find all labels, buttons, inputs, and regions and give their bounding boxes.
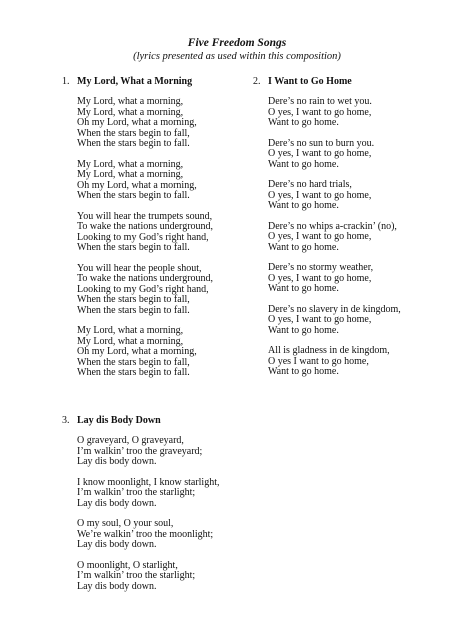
song-number: 1. xyxy=(62,76,70,87)
song-heading xyxy=(62,76,213,88)
stanza xyxy=(77,212,213,254)
lyric-line: Want to go home. xyxy=(268,283,339,294)
page-subtitle: (lyrics presented as used within this composition) xyxy=(133,51,341,62)
song-lyrics xyxy=(77,436,220,592)
lyric-line: Want to go home. xyxy=(268,324,339,336)
song-title: Lay dis Body Down xyxy=(77,415,161,426)
song-title: My Lord, What a Morning xyxy=(77,76,193,87)
page-title: Five Freedom Songs xyxy=(187,37,287,49)
lyric-line: When the stars begin to fall. xyxy=(77,190,190,201)
stanza xyxy=(268,97,401,129)
stanza xyxy=(268,305,401,337)
lyric-line: Want to go home. xyxy=(268,158,339,170)
lyric-line: Want to go home. xyxy=(268,200,339,211)
stanza xyxy=(77,519,220,551)
lyric-line: My Lord, what a morning, xyxy=(77,169,184,180)
stanza xyxy=(268,139,401,171)
lyric-line: My Lord, what a morning, xyxy=(77,158,184,170)
lyric-line: When the stars begin to fall. xyxy=(77,138,190,149)
lyric-line: Want to go home. xyxy=(268,366,339,377)
lyric-line: O yes I want to go home, xyxy=(268,355,369,367)
lyric-line: O yes, I want to go home, xyxy=(268,314,372,325)
lyric-line: My Lord, what a morning, xyxy=(77,96,184,107)
stanza xyxy=(268,222,401,254)
lyric-line: Oh my Lord, what a morning, xyxy=(77,346,197,357)
stanza xyxy=(77,97,213,150)
lyric-line: You will hear the people shout, xyxy=(77,262,202,274)
lyric-line: When the stars begin to fall. xyxy=(77,242,190,253)
lyric-line: Oh my Lord, what a morning, xyxy=(77,117,197,128)
stanza xyxy=(268,346,401,378)
stanza xyxy=(77,436,220,468)
lyric-line: O yes, I want to go home, xyxy=(268,106,372,118)
song-section xyxy=(62,415,220,602)
lyric-line: Lay dis body down. xyxy=(77,580,157,592)
lyric-line: Lay dis body down. xyxy=(77,497,157,509)
song-number: 2. xyxy=(253,76,261,87)
lyric-line: Dere’s no rain to wet you. xyxy=(268,96,372,107)
lyric-line: Dere’s no slavery in de kingdom, xyxy=(268,303,401,315)
lyric-line: Lay dis body down. xyxy=(77,539,157,550)
stanza xyxy=(268,180,401,212)
stanza xyxy=(77,264,213,317)
lyric-line: O yes, I want to go home, xyxy=(268,189,372,201)
lyric-line: I’m walkin’ troo the graveyard; xyxy=(77,445,203,457)
lyric-line: O my soul, O your soul, xyxy=(77,518,174,529)
lyric-line: I’m walkin’ troo the starlight; xyxy=(77,570,196,581)
lyric-line: Dere’s no hard trials, xyxy=(268,179,352,190)
lyric-line: O moonlight, O starlight, xyxy=(77,559,178,571)
lyric-line: O yes, I want to go home, xyxy=(268,148,372,159)
song-heading xyxy=(253,76,401,88)
lyric-line: My Lord, what a morning, xyxy=(77,106,184,118)
lyric-line: My Lord, what a morning, xyxy=(77,325,184,336)
song-lyrics xyxy=(77,97,213,379)
lyric-line: O graveyard, O graveyard, xyxy=(77,435,184,446)
lyric-line: When the stars begin to fall, xyxy=(77,127,190,139)
stanza xyxy=(77,160,213,202)
lyric-line: When the stars begin to fall. xyxy=(77,367,190,378)
lyric-line: Lay dis body down. xyxy=(77,456,157,467)
song-number: 3. xyxy=(62,415,70,426)
song-heading xyxy=(62,415,220,427)
lyric-line: Looking to my God’s right hand, xyxy=(77,283,209,295)
lyric-line: Looking to my God’s right hand, xyxy=(77,231,209,243)
lyric-line: Want to go home. xyxy=(268,241,339,253)
lyric-line: My Lord, what a morning, xyxy=(77,335,184,347)
lyric-line: O yes, I want to go home, xyxy=(268,231,372,242)
lyric-line: O yes, I want to go home, xyxy=(268,272,372,284)
lyric-line: I know moonlight, I know starlight, xyxy=(77,476,220,488)
lyric-line: When the stars begin to fall. xyxy=(77,304,190,316)
lyric-line: When the stars begin to fall, xyxy=(77,294,190,305)
lyric-line: Dere’s no stormy weather, xyxy=(268,262,374,273)
lyric-line: You will hear the trumpets sound, xyxy=(77,210,213,222)
song-section xyxy=(253,76,401,388)
lyric-line: Want to go home. xyxy=(268,117,339,128)
lyric-line: I’m walkin’ troo the starlight; xyxy=(77,487,196,498)
stanza xyxy=(77,478,220,510)
stanza xyxy=(77,326,213,379)
lyric-line: Dere’s no sun to burn you. xyxy=(268,137,375,149)
lyric-line: To wake the nations underground, xyxy=(77,273,214,284)
lyric-line: To wake the nations underground, xyxy=(77,221,214,232)
lyric-line: All is gladness in de kingdom, xyxy=(268,345,390,356)
stanza xyxy=(77,561,220,593)
song-lyrics xyxy=(268,97,401,378)
lyric-line: Dere’s no whips a-crackin’ (no), xyxy=(268,220,397,232)
lyric-line: When the stars begin to fall, xyxy=(77,356,190,368)
song-section xyxy=(62,76,213,389)
stanza xyxy=(268,263,401,295)
lyric-line: Oh my Lord, what a morning, xyxy=(77,179,197,191)
song-title: I Want to Go Home xyxy=(268,76,352,87)
lyric-line: We’re walkin’ troo the moonlight; xyxy=(77,528,214,540)
